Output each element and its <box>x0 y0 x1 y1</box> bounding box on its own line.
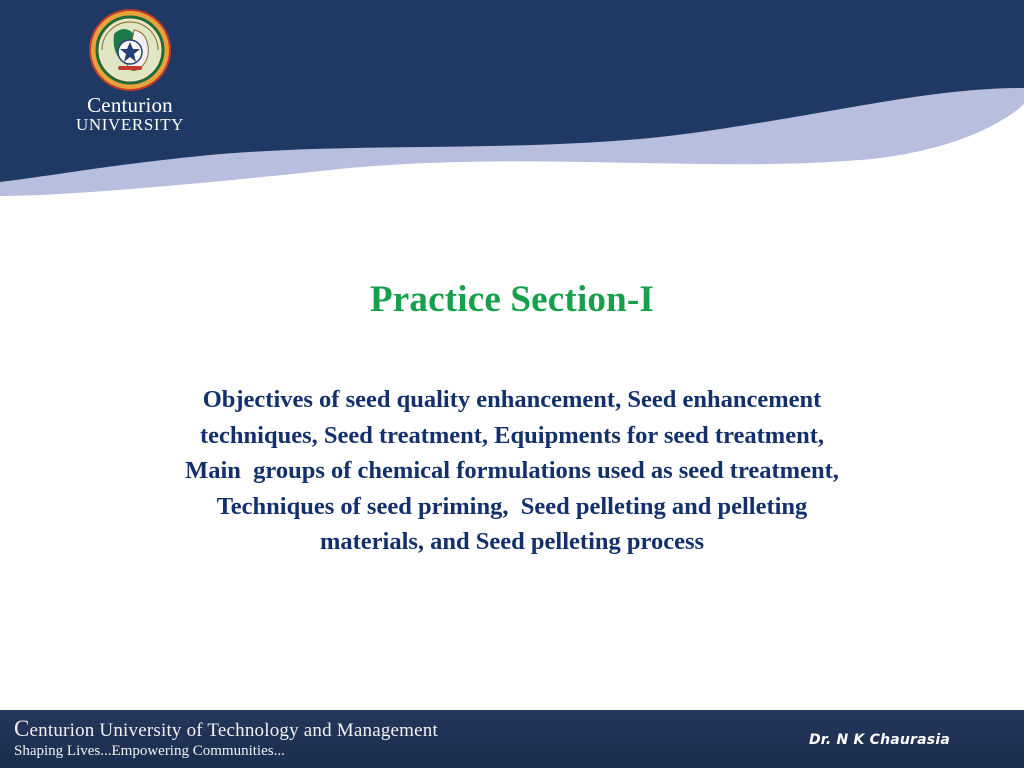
footer-organization <box>14 716 438 760</box>
university-crest-icon <box>88 8 172 92</box>
slide-title: Practice Section-I <box>369 279 655 320</box>
subtitle-line: Objectives of seed quality enhancement, Seed enhancement <box>202 386 822 413</box>
university-logo <box>55 8 205 134</box>
slide-subtitle <box>112 382 912 560</box>
footer-org-initial: C <box>14 716 30 741</box>
logo-name-line2: UNIVERSITY <box>76 115 184 135</box>
logo-name-line1: Centurion <box>87 93 173 117</box>
footer-tagline: Shaping Lives...Empowering Communities... <box>14 743 285 759</box>
subtitle-line: materials, and Seed pelleting process <box>319 528 705 556</box>
slide-footer <box>0 710 1024 768</box>
subtitle-line: Techniques of seed priming, Seed pelleting and pelleting <box>216 492 808 520</box>
subtitle-line: Main groups of chemical formulations used as seed treatment, <box>185 457 839 485</box>
footer-org-name <box>14 716 438 742</box>
subtitle-line: techniques, Seed treatment, Equipments for seed treatment, <box>199 421 824 449</box>
footer-org-rest: enturion University of Technology and Management <box>29 720 438 741</box>
footer-presenter: Dr. N K Chaurasia <box>808 732 950 748</box>
